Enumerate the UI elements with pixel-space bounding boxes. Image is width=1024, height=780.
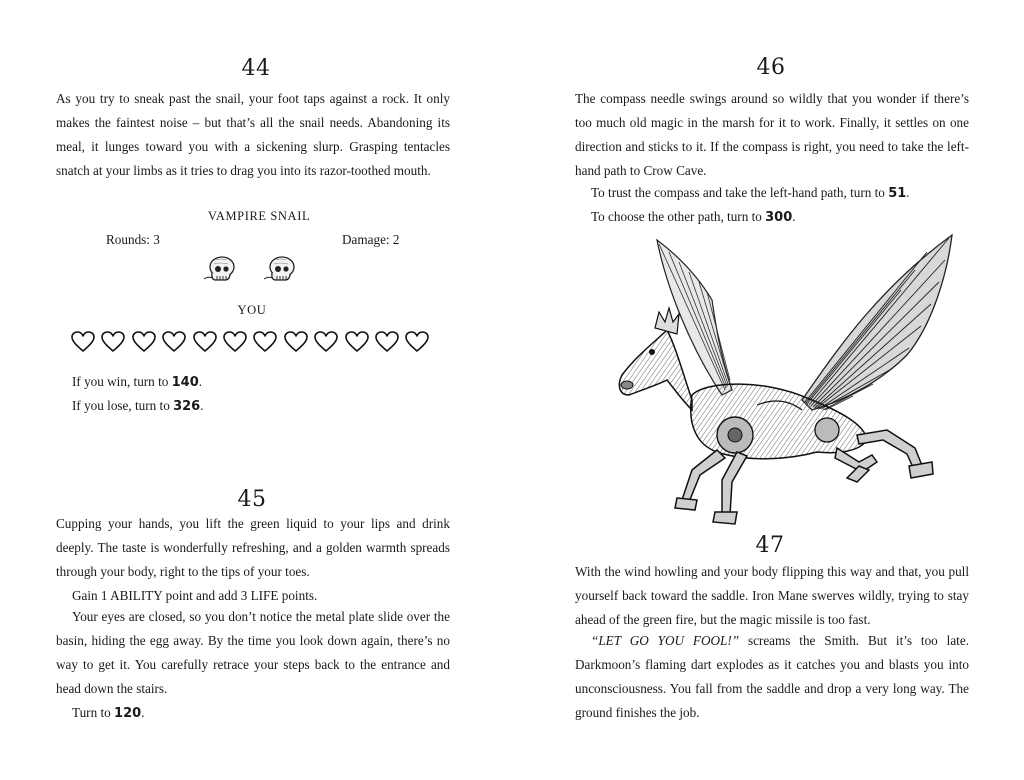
heart-icon (252, 330, 278, 354)
you-label: YOU (237, 303, 267, 317)
option-1-text: To trust the compass and take the left-hand path, turn to (591, 185, 889, 200)
turn-instruction: Turn to 120. (72, 705, 145, 721)
rounds-stat: Rounds: 3 (106, 232, 160, 247)
win-instruction: If you win, turn to 140. (72, 374, 203, 390)
lose-reference[interactable]: 326 (173, 399, 201, 414)
section-45-paragraph-1: Cupping your hands, you lift the green liquid to your lips and drink deeply. The taste is wonderfully refreshing, and a golden warmth spreads through your body, right to the tips of your toes. (56, 516, 450, 579)
heart-icon (222, 330, 248, 354)
section-45-paragraph-3: Your eyes are closed, so you don’t notice the metal plate slide over the basin, hiding the egg away. By the time you look down again, there’s no way to get it. You carefully retrace your steps back to the entrance and head down the stairs. (56, 609, 450, 696)
winged-horse-illustration (597, 230, 957, 530)
skull-icon (262, 255, 296, 283)
damage-stat: Damage: 2 (342, 232, 400, 247)
heart-icon (283, 330, 309, 354)
heart-icon (192, 330, 218, 354)
heart-icon (313, 330, 339, 354)
section-47-paragraph-2 (575, 629, 969, 725)
section-45-paragraph-2: Gain 1 ABILITY point and add 3 LIFE points. (72, 588, 318, 603)
heart-icon (70, 330, 96, 354)
win-reference[interactable]: 140 (171, 375, 199, 390)
front-wing (802, 235, 952, 410)
section-45-number: 45 (237, 487, 267, 512)
enemy-name: VAMPIRE SNAIL (207, 209, 311, 223)
section-46-paragraph: The compass needle swings around so wildly that you wonder if there’s too much old magic in the marsh for it to work. Finally, it settles on one direction and sticks to it. If the compass is right, you need to take the left-hand path to Crow Cave. (575, 91, 969, 178)
option-1-instruction: To trust the compass and take the left-hand path, turn to 51. (591, 185, 910, 201)
heart-icon (131, 330, 157, 354)
heart-icon (344, 330, 370, 354)
heart-icon (161, 330, 187, 354)
section-47-paragraph-2-text: screams the Smith. But it’s too late. Darkmoon’s flaming dart explodes as it catches you and blasts you into unconsciousness. You fall from the saddle and drop a very long way. The ground finishes the job. (575, 633, 969, 720)
section-44-number: 44 (241, 56, 271, 81)
section-44-paragraph: As you try to sneak past the snail, your foot taps against a rock. It only makes the faintest noise – but that’s all the snail needs. Abandoning its meal, it lunges toward you with a sickening slurp. Grasping tentacles snatch at your limbs as it tries to drag you into its razor-toothed mouth. (56, 91, 450, 178)
option-2-text: To choose the other path, turn to (591, 209, 766, 224)
lose-instruction: If you lose, turn to 326. (72, 398, 204, 414)
option-1-reference[interactable]: 51 (888, 186, 907, 201)
option-2-instruction: To choose the other path, turn to 300. (591, 209, 796, 225)
heart-icon (100, 330, 126, 354)
option-2-reference[interactable]: 300 (765, 210, 793, 225)
turn-text: Turn to (72, 705, 115, 720)
heart-icon (374, 330, 400, 354)
turn-reference[interactable]: 120 (114, 706, 142, 721)
win-text: If you win, turn to (72, 374, 172, 389)
lose-text: If you lose, turn to (72, 398, 174, 413)
section-46-number: 46 (756, 55, 786, 80)
horse-head (619, 308, 692, 410)
section-47-paragraph-1: With the wind howling and your body flipping this way and that, you pull yourself back toward the saddle. Iron Mane swerves wildly, trying to stay ahead of the green fire, but the magic missile is too fast. (575, 564, 969, 627)
smith-quote: “LET GO YOU FOOL!” (591, 633, 740, 648)
section-47-number: 47 (755, 533, 785, 558)
right-page (512, 0, 1024, 780)
skull-icon (202, 255, 236, 283)
heart-icon (404, 330, 430, 354)
